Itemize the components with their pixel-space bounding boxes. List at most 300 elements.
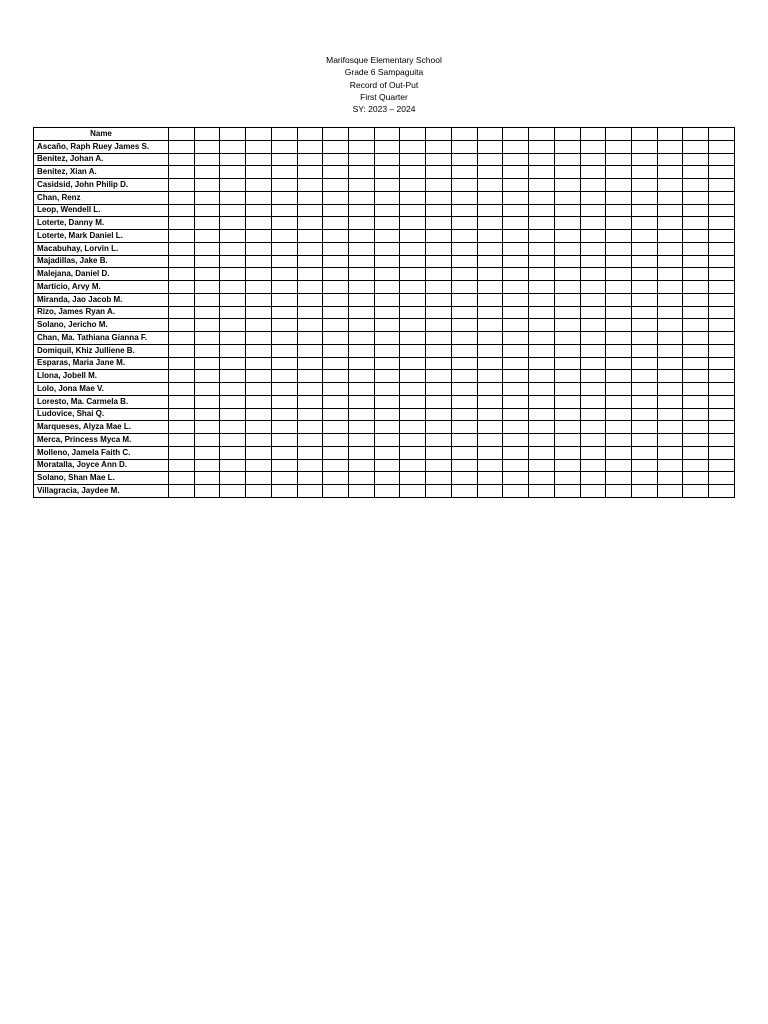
output-cell xyxy=(477,370,503,383)
output-cell xyxy=(297,217,323,230)
output-cell xyxy=(477,446,503,459)
output-cell xyxy=(246,281,272,294)
output-cell xyxy=(349,268,375,281)
output-cell xyxy=(529,332,555,345)
output-cell xyxy=(194,370,220,383)
output-cell xyxy=(451,408,477,421)
output-cell xyxy=(709,485,735,498)
output-cell xyxy=(323,140,349,153)
output-cell xyxy=(451,230,477,243)
output-cell xyxy=(297,179,323,192)
student-name: Moratalla, Joyce Ann D. xyxy=(34,459,169,472)
output-cell xyxy=(503,332,529,345)
output-cell xyxy=(349,357,375,370)
table-row xyxy=(34,281,735,294)
output-cell xyxy=(451,472,477,485)
output-cell xyxy=(426,191,452,204)
output-cell xyxy=(631,319,657,332)
output-cell xyxy=(683,268,709,281)
output-cell xyxy=(657,459,683,472)
output-cell xyxy=(374,217,400,230)
output-cell xyxy=(374,408,400,421)
output-cell xyxy=(349,306,375,319)
output-cell xyxy=(426,217,452,230)
output-cell xyxy=(220,204,246,217)
output-cell xyxy=(709,268,735,281)
output-cell xyxy=(529,485,555,498)
output-cell xyxy=(683,446,709,459)
output-cell xyxy=(349,459,375,472)
output-cell xyxy=(451,179,477,192)
output-cell xyxy=(451,166,477,179)
output-cell xyxy=(246,166,272,179)
output-cell xyxy=(194,319,220,332)
table-row xyxy=(34,217,735,230)
output-cell xyxy=(271,408,297,421)
output-cell xyxy=(400,166,426,179)
output-column-header xyxy=(606,128,632,141)
school-year: SY: 2023 – 2024 xyxy=(352,104,416,115)
output-cell xyxy=(323,472,349,485)
output-cell xyxy=(503,242,529,255)
output-cell xyxy=(246,191,272,204)
output-cell xyxy=(683,383,709,396)
output-cell xyxy=(554,230,580,243)
output-cell xyxy=(606,153,632,166)
table-row xyxy=(34,319,735,332)
output-cell xyxy=(169,472,195,485)
output-cell xyxy=(400,485,426,498)
output-cell xyxy=(297,268,323,281)
output-cell xyxy=(349,153,375,166)
output-cell xyxy=(426,281,452,294)
output-cell xyxy=(554,179,580,192)
output-cell xyxy=(606,395,632,408)
output-cell xyxy=(657,306,683,319)
output-cell xyxy=(503,140,529,153)
output-cell xyxy=(709,204,735,217)
student-name: Marticio, Arvy M. xyxy=(34,281,169,294)
output-cell xyxy=(169,217,195,230)
output-cell xyxy=(349,485,375,498)
output-cell xyxy=(246,332,272,345)
output-cell xyxy=(451,485,477,498)
output-cell xyxy=(297,204,323,217)
output-cell xyxy=(580,204,606,217)
output-cell xyxy=(374,204,400,217)
output-cell xyxy=(606,268,632,281)
output-cell xyxy=(246,140,272,153)
student-name: Miranda, Jao Jacob M. xyxy=(34,293,169,306)
output-cell xyxy=(349,370,375,383)
output-cell xyxy=(220,153,246,166)
output-cell xyxy=(529,153,555,166)
output-cell xyxy=(220,332,246,345)
output-cell xyxy=(451,242,477,255)
output-cell xyxy=(194,217,220,230)
output-cell xyxy=(349,383,375,396)
student-name: Loresto, Ma. Carmela B. xyxy=(34,395,169,408)
output-cell xyxy=(323,395,349,408)
student-name: Loterte, Mark Daniel L. xyxy=(34,230,169,243)
output-cell xyxy=(503,357,529,370)
output-cell xyxy=(554,140,580,153)
output-cell xyxy=(271,421,297,434)
table-row xyxy=(34,255,735,268)
output-cell xyxy=(503,383,529,396)
output-cell xyxy=(169,140,195,153)
output-cell xyxy=(349,230,375,243)
output-cell xyxy=(297,421,323,434)
output-cell xyxy=(374,255,400,268)
output-cell xyxy=(657,446,683,459)
output-cell xyxy=(220,217,246,230)
output-cell xyxy=(246,242,272,255)
output-cell xyxy=(169,281,195,294)
output-cell xyxy=(554,421,580,434)
output-cell xyxy=(194,242,220,255)
output-cell xyxy=(709,357,735,370)
output-cell xyxy=(297,332,323,345)
output-cell xyxy=(400,255,426,268)
output-cell xyxy=(657,357,683,370)
output-cell xyxy=(271,281,297,294)
output-cell xyxy=(374,268,400,281)
output-cell xyxy=(426,204,452,217)
output-cell xyxy=(194,293,220,306)
output-cell xyxy=(529,306,555,319)
output-cell xyxy=(529,395,555,408)
output-cell xyxy=(554,153,580,166)
output-cell xyxy=(323,383,349,396)
output-cell xyxy=(297,357,323,370)
output-cell xyxy=(657,268,683,281)
output-cell xyxy=(246,268,272,281)
output-cell xyxy=(580,383,606,396)
output-cell xyxy=(426,370,452,383)
output-cell xyxy=(477,268,503,281)
output-cell xyxy=(194,230,220,243)
output-cell xyxy=(323,446,349,459)
output-cell xyxy=(169,395,195,408)
output-column-header xyxy=(349,128,375,141)
output-cell xyxy=(451,319,477,332)
output-cell xyxy=(220,255,246,268)
output-cell xyxy=(220,434,246,447)
output-cell xyxy=(580,255,606,268)
output-cell xyxy=(554,332,580,345)
output-cell xyxy=(631,383,657,396)
output-cell xyxy=(246,255,272,268)
output-cell xyxy=(683,242,709,255)
output-cell xyxy=(400,459,426,472)
table-row xyxy=(34,140,735,153)
output-column-header xyxy=(426,128,452,141)
output-cell xyxy=(657,179,683,192)
output-cell xyxy=(554,408,580,421)
student-name: Benitez, Xian A. xyxy=(34,166,169,179)
output-cell xyxy=(426,332,452,345)
output-cell xyxy=(683,230,709,243)
table-row xyxy=(34,204,735,217)
output-cell xyxy=(580,434,606,447)
output-cell xyxy=(606,485,632,498)
output-cell xyxy=(709,383,735,396)
output-cell xyxy=(349,446,375,459)
output-cell xyxy=(297,230,323,243)
table-row xyxy=(34,344,735,357)
table-row xyxy=(34,446,735,459)
output-cell xyxy=(271,217,297,230)
table-row xyxy=(34,434,735,447)
output-cell xyxy=(349,179,375,192)
output-cell xyxy=(477,319,503,332)
output-cell xyxy=(400,332,426,345)
output-cell xyxy=(323,421,349,434)
output-cell xyxy=(194,485,220,498)
student-name: Ludovice, Shai Q. xyxy=(34,408,169,421)
output-cell xyxy=(606,357,632,370)
output-cell xyxy=(271,306,297,319)
student-name: Ascaño, Raph Ruey James S. xyxy=(34,140,169,153)
output-cell xyxy=(580,485,606,498)
output-cell xyxy=(169,319,195,332)
output-cell xyxy=(297,306,323,319)
output-cell xyxy=(709,217,735,230)
output-cell xyxy=(606,383,632,396)
output-cell xyxy=(323,344,349,357)
output-cell xyxy=(631,153,657,166)
output-cell xyxy=(503,153,529,166)
output-cell xyxy=(194,421,220,434)
output-cell xyxy=(477,179,503,192)
output-cell xyxy=(426,242,452,255)
student-name: Solano, Jericho M. xyxy=(34,319,169,332)
output-cell xyxy=(529,204,555,217)
output-cell xyxy=(220,408,246,421)
student-name: Macabuhay, Lorvin L. xyxy=(34,242,169,255)
output-cell xyxy=(477,217,503,230)
output-cell xyxy=(194,153,220,166)
output-cell xyxy=(631,421,657,434)
output-cell xyxy=(220,230,246,243)
output-cell xyxy=(400,472,426,485)
output-cell xyxy=(683,179,709,192)
output-cell xyxy=(529,179,555,192)
output-cell xyxy=(683,408,709,421)
output-cell xyxy=(606,332,632,345)
output-cell xyxy=(657,217,683,230)
table-row xyxy=(34,153,735,166)
output-cell xyxy=(220,485,246,498)
output-cell xyxy=(683,459,709,472)
output-cell xyxy=(709,242,735,255)
output-cell xyxy=(271,344,297,357)
output-cell xyxy=(477,242,503,255)
output-cell xyxy=(323,268,349,281)
output-cell xyxy=(503,166,529,179)
output-cell xyxy=(220,395,246,408)
output-cell xyxy=(400,306,426,319)
output-cell xyxy=(657,230,683,243)
output-cell xyxy=(606,230,632,243)
output-cell xyxy=(451,434,477,447)
output-cell xyxy=(451,357,477,370)
output-cell xyxy=(246,395,272,408)
output-cell xyxy=(169,446,195,459)
output-cell xyxy=(503,204,529,217)
output-cell xyxy=(194,383,220,396)
output-cell xyxy=(169,306,195,319)
output-cell xyxy=(554,446,580,459)
output-cell xyxy=(580,268,606,281)
output-cell xyxy=(374,140,400,153)
output-cell xyxy=(400,204,426,217)
output-cell xyxy=(374,395,400,408)
output-cell xyxy=(323,306,349,319)
output-cell xyxy=(580,319,606,332)
output-cell xyxy=(426,255,452,268)
output-cell xyxy=(349,408,375,421)
output-cell xyxy=(709,319,735,332)
output-cell xyxy=(246,319,272,332)
output-cell xyxy=(246,179,272,192)
output-cell xyxy=(194,357,220,370)
output-cell xyxy=(194,166,220,179)
output-cell xyxy=(503,230,529,243)
output-cell xyxy=(349,293,375,306)
output-cell xyxy=(477,357,503,370)
output-cell xyxy=(683,370,709,383)
table-row xyxy=(34,485,735,498)
output-cell xyxy=(400,230,426,243)
output-cell xyxy=(323,204,349,217)
output-cell xyxy=(400,319,426,332)
output-cell xyxy=(323,166,349,179)
output-cell xyxy=(323,230,349,243)
output-cell xyxy=(683,293,709,306)
output-cell xyxy=(631,306,657,319)
output-cell xyxy=(657,370,683,383)
output-cell xyxy=(400,191,426,204)
output-cell xyxy=(271,204,297,217)
output-cell xyxy=(554,459,580,472)
output-cell xyxy=(194,255,220,268)
output-cell xyxy=(529,344,555,357)
student-name: Merca, Princess Myca M. xyxy=(34,434,169,447)
output-cell xyxy=(374,293,400,306)
output-cell xyxy=(323,153,349,166)
output-cell xyxy=(529,459,555,472)
output-cell xyxy=(503,191,529,204)
output-cell xyxy=(220,293,246,306)
student-name: Llona, Jobell M. xyxy=(34,370,169,383)
output-cell xyxy=(631,268,657,281)
output-cell xyxy=(606,281,632,294)
output-cell xyxy=(426,472,452,485)
output-cell xyxy=(631,408,657,421)
output-cell xyxy=(477,383,503,396)
output-cell xyxy=(169,370,195,383)
output-cell xyxy=(709,408,735,421)
output-cell xyxy=(451,293,477,306)
output-cell xyxy=(194,459,220,472)
output-cell xyxy=(169,332,195,345)
table-row xyxy=(34,179,735,192)
output-cell xyxy=(426,408,452,421)
output-cell xyxy=(194,332,220,345)
output-cell xyxy=(400,357,426,370)
student-name: Malejana, Daniel D. xyxy=(34,268,169,281)
output-cell xyxy=(683,153,709,166)
output-cell xyxy=(529,446,555,459)
output-cell xyxy=(683,485,709,498)
output-cell xyxy=(477,395,503,408)
output-cell xyxy=(503,370,529,383)
output-cell xyxy=(451,306,477,319)
output-cell xyxy=(246,357,272,370)
output-cell xyxy=(529,242,555,255)
output-cell xyxy=(400,281,426,294)
output-cell xyxy=(169,268,195,281)
output-cell xyxy=(683,255,709,268)
output-column-header xyxy=(451,128,477,141)
output-cell xyxy=(400,153,426,166)
output-cell xyxy=(631,472,657,485)
output-cell xyxy=(374,230,400,243)
output-cell xyxy=(451,395,477,408)
table-row xyxy=(34,242,735,255)
table-row xyxy=(34,230,735,243)
output-cell xyxy=(271,242,297,255)
output-cell xyxy=(451,191,477,204)
output-cell xyxy=(657,255,683,268)
output-cell xyxy=(580,140,606,153)
table-row xyxy=(34,383,735,396)
output-cell xyxy=(169,230,195,243)
output-cell xyxy=(477,408,503,421)
output-cell xyxy=(271,332,297,345)
output-cell xyxy=(400,408,426,421)
output-cell xyxy=(554,395,580,408)
output-cell xyxy=(426,153,452,166)
output-cell xyxy=(426,166,452,179)
output-cell xyxy=(451,281,477,294)
output-cell xyxy=(554,281,580,294)
output-cell xyxy=(271,191,297,204)
quarter-label: First Quarter xyxy=(360,91,408,102)
output-cell xyxy=(709,191,735,204)
output-cell xyxy=(631,332,657,345)
document-header xyxy=(0,54,768,115)
output-cell xyxy=(426,293,452,306)
output-cell xyxy=(220,370,246,383)
output-cell xyxy=(323,485,349,498)
output-cell xyxy=(426,446,452,459)
output-cell xyxy=(426,459,452,472)
output-cell xyxy=(631,166,657,179)
output-cell xyxy=(220,344,246,357)
output-cell xyxy=(323,408,349,421)
output-cell xyxy=(400,242,426,255)
output-cell xyxy=(271,472,297,485)
table-row xyxy=(34,166,735,179)
output-cell xyxy=(503,485,529,498)
student-name: Benitez, Johan A. xyxy=(34,153,169,166)
output-cell xyxy=(529,281,555,294)
output-cell xyxy=(400,434,426,447)
output-cell xyxy=(426,383,452,396)
